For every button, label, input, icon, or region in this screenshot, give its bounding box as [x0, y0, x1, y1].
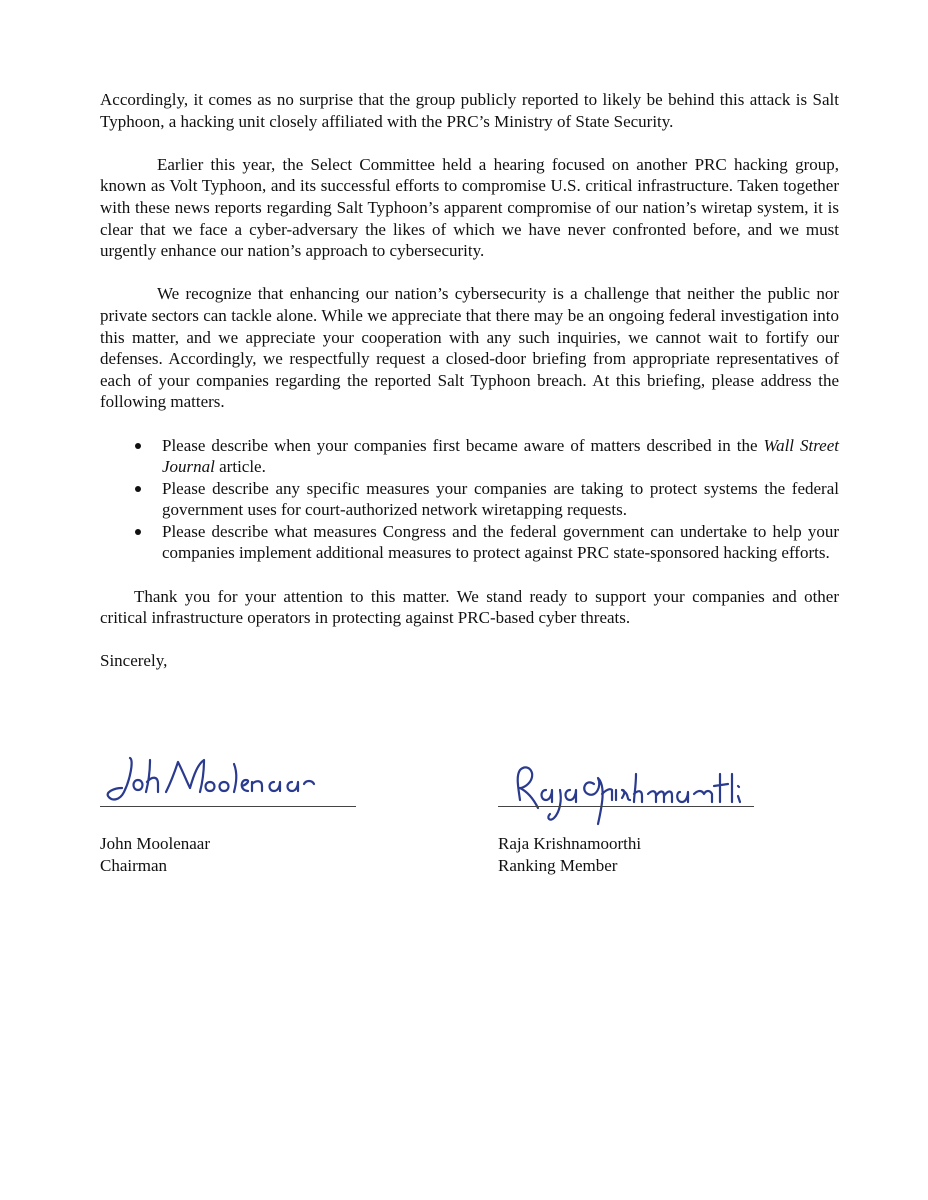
bullet-icon — [135, 443, 141, 449]
signer-title: Chairman — [100, 856, 168, 875]
closing: Sincerely, — [100, 651, 168, 671]
signer-moolenaar — [100, 833, 210, 877]
list-item — [100, 521, 839, 564]
signature-krishnamoorthi — [498, 750, 758, 830]
bullet-2-text: Please describe any specific measures your companies are taking to protect systems the federal government uses for court-authorized network wiretapping requests. — [162, 478, 839, 520]
bullet-1-text-end: article. — [214, 457, 266, 477]
paragraph-4: Thank you for your attention to this matter. We stand ready to support your companies and other critical infrastructure operators in protecting against PRC-based cyber threats. — [100, 586, 839, 628]
bullet-icon — [135, 529, 141, 535]
signer-title: Ranking Member — [498, 856, 618, 875]
bullet-1-text-start: Please describe when your companies first became aware of matters described in the — [162, 435, 764, 455]
paragraph-1: Accordingly, it comes as no surprise that the group publicly reported to likely be behind this attack is Salt Typhoon, a hacking unit closely affiliated with the PRC’s Ministry of State Security. — [100, 90, 839, 131]
bullet-icon — [135, 486, 141, 492]
list-item — [100, 478, 839, 521]
signature-line — [498, 806, 754, 807]
letter-body — [100, 89, 839, 672]
signer-krishnamoorthi — [498, 833, 641, 877]
signature-line — [100, 806, 356, 807]
list-item — [100, 435, 839, 478]
signer-name: Raja Krishnamoorthi — [498, 834, 642, 853]
bullet-3-text: Please describe what measures Congress and the federal government can undertake to help your companies implement additional measures to protect against PRC state-sponsored hacking efforts. — [162, 521, 839, 563]
paragraph-3: We recognize that enhancing our nation’s cybersecurity is a challenge that neither the public nor private sectors can tackle alone. While we appreciate that there may be an ongoing federal investigation into this matter, and we appreciate your cooperation with any such inquiries, we cannot wait to fortify our defenses. Accordingly, we respectfully request a closed-door briefing from appropriate representatives of each of your companies regarding the reported Salt Typhoon breach. At this briefing, please address the following matters. — [100, 284, 839, 412]
signer-name: John Moolenaar — [100, 834, 211, 853]
request-list — [100, 435, 839, 565]
paragraph-2: Earlier this year, the Select Committee held a hearing focused on another PRC hacking group, known as Volt Typhoon, and its successful efforts to compromise U.S. critical infrastructure. Taken together with these news reports regarding Salt Typhoon’s apparent compromise of our nation’s wiretap system, it is clear that we face a cyber-adversary the likes of which we have never confronted before, and we must urgently enhance our nation’s approach to cybersecurity. — [100, 154, 839, 261]
publication-name: Wall Street Journal — [162, 435, 840, 477]
signature-moolenaar — [100, 750, 330, 810]
